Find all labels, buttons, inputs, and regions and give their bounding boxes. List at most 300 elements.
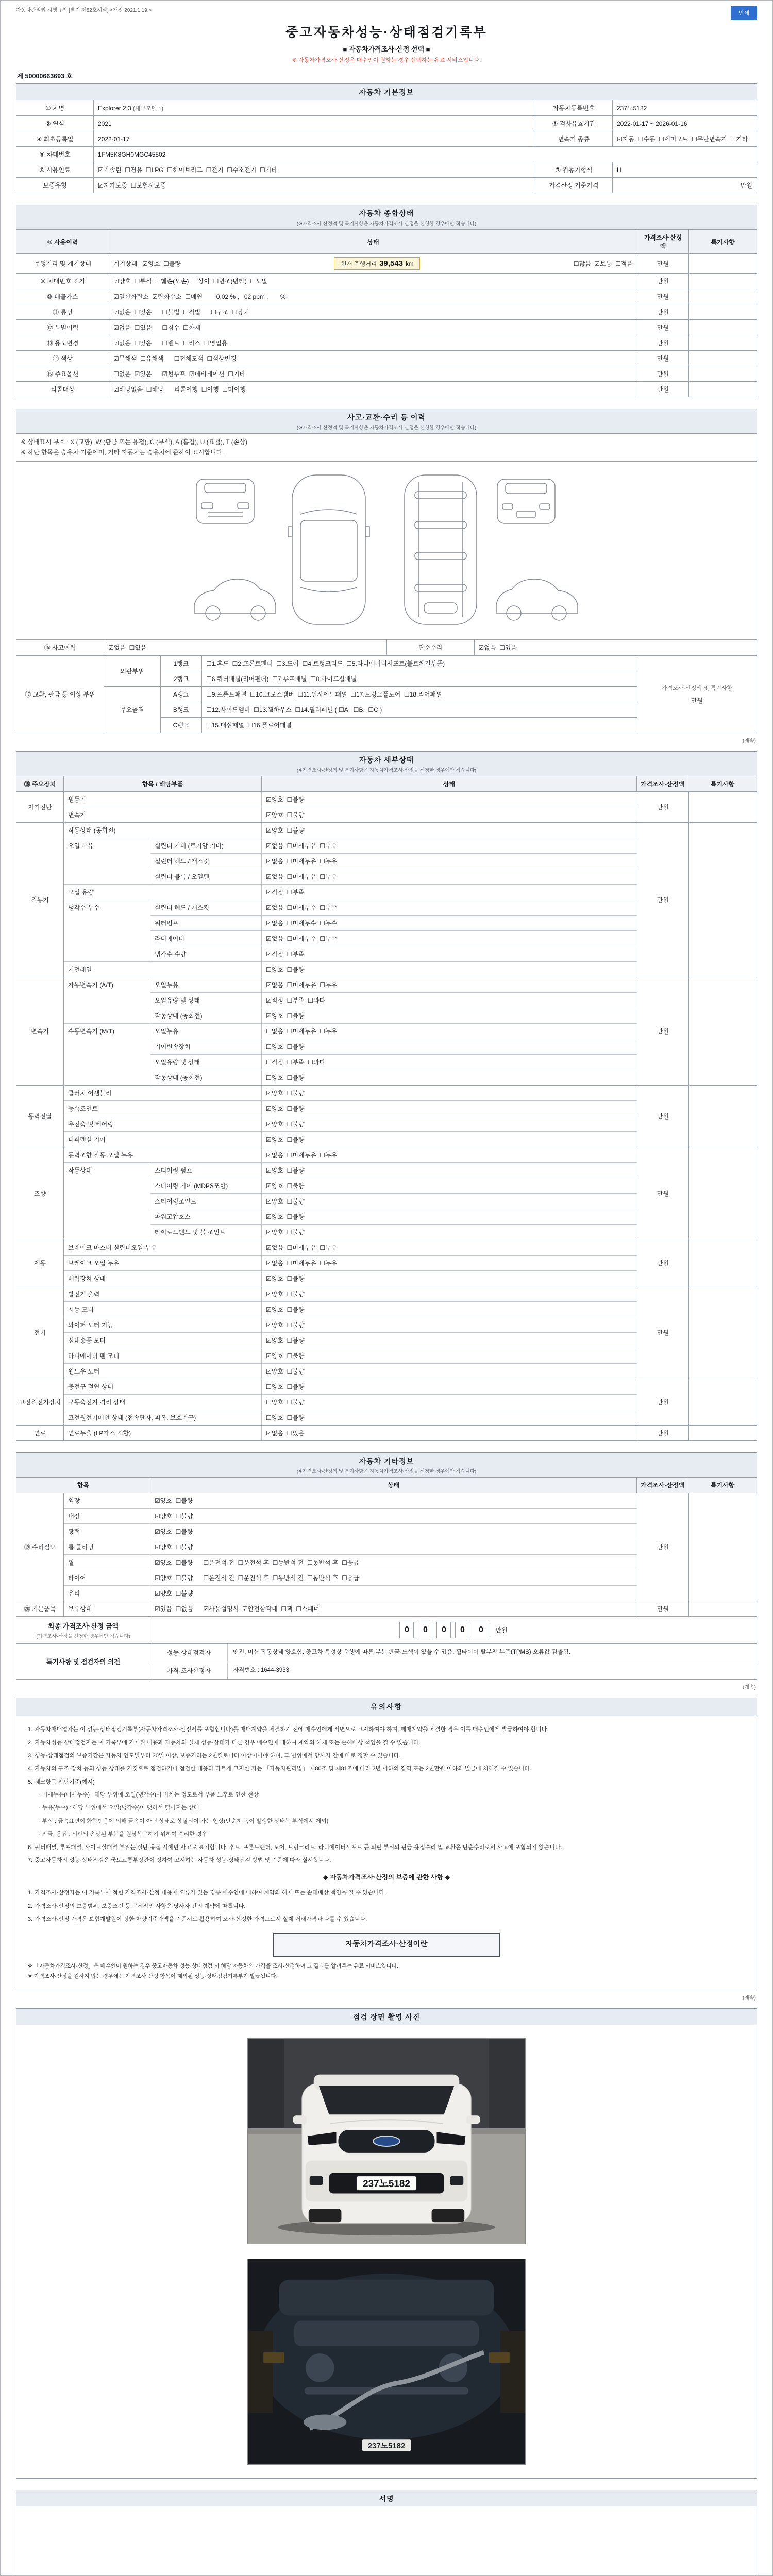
vehicle-diagram-cell bbox=[16, 461, 757, 639]
notice-title: 유의사항 bbox=[16, 1698, 757, 1716]
price-cell: 만원 bbox=[637, 254, 689, 274]
item-label: 충전구 절연 상태 bbox=[64, 1379, 262, 1394]
part-label: 라디에이터 bbox=[150, 930, 262, 946]
fuel-label: ⑥ 사용연료 bbox=[16, 162, 94, 178]
rank-label: 2랭크 bbox=[161, 671, 202, 686]
state-checkboxes: ☑양호 ☐불량 bbox=[266, 1089, 305, 1097]
table-row bbox=[16, 434, 757, 462]
item-label: 외장 bbox=[64, 1493, 150, 1508]
state-checkboxes: ☐양호 ☐불량 bbox=[262, 1410, 637, 1425]
price-digit: 0 bbox=[474, 1622, 488, 1638]
state-checkboxes: ☑양호 ☐불량 bbox=[262, 1209, 637, 1224]
inspection-photo-underbody bbox=[247, 2259, 526, 2465]
note-cell bbox=[688, 1086, 757, 1147]
transmission-checkboxes: ☑자동 ☐수동 ☐세미오토 ☐무단변속기 ☐기타 bbox=[613, 131, 757, 147]
item-label bbox=[64, 1070, 150, 1085]
etc-row bbox=[64, 1585, 637, 1601]
note-cell bbox=[689, 289, 757, 304]
item-label bbox=[64, 992, 150, 1008]
notice-item-text: 자동차의 구조·장치 등의 성능·상태를 거짓으로 점검하거나 점검한 내용과 다르게 고지한 자는 「자동차관리법」 제80조 및 제81조에 따라 2년 이하의 징역 또는 2천만원 이하의 벌금에 처해질 수 있습니다. bbox=[35, 1766, 531, 1772]
section-accident-history bbox=[16, 409, 757, 733]
group-label: 자기진단 bbox=[16, 792, 64, 822]
notice-item-number: 4. bbox=[28, 1766, 33, 1772]
table-row bbox=[16, 100, 757, 116]
notice-item-number: 3. bbox=[28, 1916, 33, 1922]
license-plate-text: 237노5182 bbox=[363, 2178, 410, 2190]
state-checkboxes: ☑양호 ☐불량 bbox=[262, 1348, 637, 1363]
item-label bbox=[64, 1224, 150, 1240]
item-label: 구동축전지 격리 상태 bbox=[64, 1394, 262, 1410]
row-label: ⑫ 특별이력 bbox=[16, 320, 109, 335]
item-label: 커먼레일 bbox=[64, 961, 262, 977]
price-survey-select-title: ■ 자동차가격조사·산정 선택 ■ bbox=[343, 45, 430, 53]
detail-row bbox=[64, 946, 637, 961]
table-row bbox=[16, 461, 757, 639]
item-label bbox=[64, 853, 150, 869]
note-cell bbox=[688, 823, 757, 977]
rank-row bbox=[16, 655, 757, 671]
detail-group-self-diagnosis bbox=[16, 792, 757, 822]
form-reference: 자동차관리법 시행규칙 [별지 제82호서식] <개정 2021.1.19.> bbox=[16, 8, 152, 13]
simple-repair-label: 단순수리 bbox=[386, 639, 474, 655]
price-survey-definition-box: 자동차가격조사·산정이란 bbox=[273, 1933, 500, 1957]
exchange-area-label: ⑰ 교환, 판금 등 이상 부위 bbox=[16, 655, 104, 733]
model-year-value: 2021 bbox=[94, 116, 535, 131]
vehicle-damage-diagram bbox=[183, 465, 590, 635]
part-label: 실린더 블록 / 오일팬 bbox=[150, 869, 262, 884]
col-item: 항목 / 해당부품 bbox=[64, 776, 262, 791]
etc-group-repair-needed bbox=[16, 1493, 757, 1601]
col-note: 특기사항 bbox=[689, 230, 757, 254]
detail-row bbox=[64, 1008, 637, 1023]
detail-row bbox=[64, 1054, 637, 1070]
accident-table-top bbox=[16, 433, 757, 655]
notice-item-text: 가격조사·산정자는 이 기록부에 적힌 가격조사·산정 내용에 오류가 있는 경우 매수인에 대하여 계약의 해제 또는 손해배상 책임을 질 수 있습니다. bbox=[35, 1890, 386, 1896]
state-checkboxes: ☐양호 ☐불량 bbox=[262, 1039, 637, 1054]
state-checkboxes: ☑양호 ☐불량 ☐운전석 전 ☐운전석 후 ☐동반석 전 ☐동반석 후 ☐응급 bbox=[150, 1554, 637, 1570]
item-label: 배력장치 상태 bbox=[64, 1270, 262, 1286]
col-state: 상태 bbox=[109, 230, 637, 254]
item-label: 원동기 bbox=[64, 792, 262, 807]
part-label: 워터펌프 bbox=[150, 915, 262, 930]
reg-no-label: 자동차등록번호 bbox=[535, 100, 613, 116]
item-label: 휠 bbox=[64, 1554, 150, 1570]
item-label: 내장 bbox=[64, 1508, 150, 1523]
section-notices bbox=[16, 1698, 757, 1990]
notice-item-text: 판금, 용접 : 외판의 손상된 부분을 원상복구하기 위하여 수리한 경우 bbox=[42, 1831, 208, 1838]
note-cell bbox=[689, 304, 757, 320]
state-checkboxes: ☑양호 ☐불량 bbox=[266, 1290, 305, 1298]
row-state-checkboxes: ☑무채색 ☐유채색 ☐전체도색 ☐색상변경 bbox=[109, 351, 637, 366]
note-cell bbox=[688, 1240, 757, 1286]
price-cell: 만원 bbox=[637, 1426, 688, 1440]
item-label: 발전기 출력 bbox=[64, 1286, 262, 1301]
notice-item-number: 6. bbox=[28, 1844, 33, 1851]
section-detail-title: 자동차 세부상태 bbox=[359, 755, 414, 764]
item-label: 시동 모터 bbox=[64, 1301, 262, 1317]
detail-row bbox=[64, 1270, 637, 1286]
state-checkboxes: ☑없음 ☐미세누수 ☐누수 bbox=[262, 930, 637, 946]
row-label: ⑬ 용도변경 bbox=[16, 335, 109, 351]
section-basic-info bbox=[16, 83, 757, 193]
first-registration-value: 2022-01-17 bbox=[94, 131, 535, 147]
price-survey-definition-line: ※ 「자동차가격조사·산정」은 매수인이 원하는 경우 중고자동차 성능·상태점검 시 해당 자동차의 가격을 조사·산정하여 그 결과를 알려주는 유료 서비스입니다. bbox=[28, 1963, 398, 1970]
detail-row bbox=[64, 1086, 637, 1100]
row-state-checkboxes: ☑일산화탄소 ☑탄화수소 ☐매연 0.02 % , 02 ppm , % bbox=[109, 289, 637, 304]
state-checkboxes: ☑없음 ☐미세누유 ☐누유 bbox=[266, 981, 338, 989]
state-checkboxes: ☑양호 ☐불량 bbox=[262, 1317, 637, 1332]
notice-item-text: 가격조사·산정 가격은 보험개발원이 정한 차량기준가액을 기준서로 활용하여 조사·산정한 가격으로서 실제 거래가격과 다를 수 있습니다. bbox=[35, 1916, 367, 1922]
detail-row bbox=[64, 1317, 637, 1332]
note-cell bbox=[688, 1286, 757, 1379]
price-survey-select-note: ※ 자동차가격조사·산정은 매수인이 원하는 경우 선택하는 유료 서비스입니다. bbox=[292, 57, 481, 63]
state-checkboxes: ☐적정 ☐부족 ☐과다 bbox=[262, 1054, 637, 1070]
detail-row bbox=[64, 900, 637, 915]
notice-box bbox=[16, 1698, 757, 1990]
item-label: 광택 bbox=[64, 1523, 150, 1539]
notice-item bbox=[38, 1803, 745, 1813]
notice-item-text: 자동차매매업자는 이 성능·상태점검기록부(자동차가격조사·산정서를 포함합니다)를 매매계약을 체결하기 전에 매수인에게 서면으로 고지하여야 하며, 매매계약을 체결한 경우 이를 매수인에게 발급하여야 합니다. bbox=[35, 1726, 549, 1733]
state-checkboxes: ☑없음 ☐미세누유 ☐누유 bbox=[262, 853, 637, 869]
continued-marker: (계속) bbox=[743, 1995, 756, 2001]
price-cell: 만원 bbox=[637, 1240, 688, 1286]
detail-group-electrical bbox=[16, 1286, 757, 1379]
rank-label: 1랭크 bbox=[161, 655, 202, 671]
vin-value: 1FM5K8GH0MGC45502 bbox=[94, 147, 757, 162]
note-cell bbox=[689, 254, 757, 274]
price-digit: 0 bbox=[418, 1622, 432, 1638]
warranty-type-label: 보증유형 bbox=[16, 178, 94, 193]
etc-row bbox=[64, 1493, 637, 1508]
part-label: 스티어링 펌프 bbox=[150, 1162, 262, 1178]
detail-row bbox=[64, 869, 637, 884]
item-label bbox=[64, 1054, 150, 1070]
fuel-checkboxes: ☑가솔린 ☐경유 ☐LPG ☐하이브리드 ☐전기 ☐수소전기 ☐기타 bbox=[94, 162, 535, 178]
state-checkboxes: ☑없음 ☐미세누수 ☐누수 bbox=[262, 900, 637, 915]
overall-row bbox=[16, 320, 757, 335]
vin-label: ⑤ 차대번호 bbox=[16, 147, 94, 162]
current-mileage-value: 39,543 bbox=[379, 259, 404, 268]
rank-items-checkboxes: ☐9.프론트패널 ☐10.크로스멤버 ☐11.인사이드패널 ☐17.트렁크플로어 ☐18.리어패널 bbox=[202, 686, 637, 702]
item-label: 오일 누유 bbox=[64, 838, 150, 853]
price-guarantee-item bbox=[28, 1914, 745, 1924]
item-label: 타이어 bbox=[64, 1570, 150, 1585]
item-label bbox=[64, 1209, 150, 1224]
state-checkboxes: ☑양호 ☐불량 bbox=[262, 1131, 637, 1147]
col-state: 상태 bbox=[262, 776, 637, 791]
part-label: 스티어링 기어 (MDPS포함) bbox=[150, 1178, 262, 1193]
opinion-role: 성능·상태점검자 bbox=[150, 1644, 228, 1662]
state-checkboxes: ☑양호 ☐불량 bbox=[266, 826, 305, 834]
price-cell: 만원 bbox=[637, 320, 689, 335]
etc-row bbox=[64, 1523, 637, 1539]
state-checkboxes: ☐양호 ☐불량 bbox=[266, 1383, 305, 1391]
section-photos-title: 점검 장면 촬영 사진 bbox=[352, 2012, 421, 2021]
mileage-state bbox=[109, 254, 637, 274]
part-label: 오일누유 bbox=[150, 977, 262, 992]
item-label bbox=[64, 946, 150, 961]
state-checkboxes: ☑없음 ☐미세누유 ☐누유 bbox=[266, 1151, 338, 1159]
detail-row bbox=[64, 1363, 637, 1379]
part-label: 작동상태 (공회전) bbox=[150, 1070, 262, 1085]
detail-row bbox=[64, 1193, 637, 1209]
notice-item-number: 3. bbox=[28, 1753, 33, 1759]
col-note: 특기사항 bbox=[710, 780, 735, 788]
row-label: ⑩ 배출가스 bbox=[16, 289, 109, 304]
row-state-checkboxes: ☐없음 ☑있음 ☑썬루프 ☑네비게이션 ☐기타 bbox=[109, 366, 637, 382]
state-checkboxes: ☑없음 ☐미세누유 ☐누유 bbox=[262, 838, 637, 853]
section-etc-info bbox=[16, 1452, 757, 1680]
detail-row bbox=[64, 930, 637, 946]
note-cell bbox=[689, 351, 757, 366]
detail-row bbox=[64, 1410, 637, 1425]
item-label: 와이퍼 모터 기능 bbox=[64, 1317, 262, 1332]
state-checkboxes: ☐없음 ☐미세누유 ☐누유 bbox=[262, 1023, 637, 1039]
continued-marker: (계속) bbox=[743, 738, 756, 744]
row-label: ⑮ 주요옵션 bbox=[16, 366, 109, 382]
overall-condition-table bbox=[16, 229, 757, 397]
overall-row bbox=[16, 289, 757, 304]
accident-row bbox=[16, 639, 757, 655]
note-cell bbox=[688, 792, 757, 822]
detail-row bbox=[64, 1348, 637, 1363]
row-state-checkboxes: ☑해당없음 ☐해당 리콜이행 ☐이행 ☐미이행 bbox=[109, 382, 637, 397]
opinion-role: 가격·조사산정자 bbox=[150, 1662, 228, 1680]
final-price-label: 최종 가격조사·산정 금액 (가격조사·산정을 신청한 경우에만 적습니다) bbox=[16, 1617, 150, 1643]
notice-item-text: 미세누유(미세누수) : 해당 부위에 오일(냉각수)이 비치는 정도로서 부품 노후로 인한 현상 bbox=[42, 1792, 259, 1799]
accident-history-checkboxes: ☑없음 ☐있음 bbox=[104, 639, 387, 655]
state-checkboxes: ☑양호 ☐불량 bbox=[262, 1301, 637, 1317]
price-cell: 만원 bbox=[637, 1086, 688, 1147]
price-cell: 만원 bbox=[637, 289, 689, 304]
final-price-row bbox=[16, 1617, 757, 1644]
transmission-label: 변속기 종류 bbox=[535, 131, 613, 147]
state-checkboxes: ☑양호 ☐불량 bbox=[155, 1497, 193, 1504]
rank-label: B랭크 bbox=[161, 702, 202, 717]
price-cell: 만원 bbox=[637, 335, 689, 351]
license-plate-text: 237노5182 bbox=[367, 2441, 406, 2450]
note-cell bbox=[689, 382, 757, 397]
price-cell: 만원 bbox=[637, 366, 689, 382]
part-label: 냉각수 수량 bbox=[150, 946, 262, 961]
photo-area bbox=[16, 2025, 757, 2479]
col-price: 가격조사·산정액 bbox=[637, 776, 688, 791]
state-checkboxes: ☑양호 ☐불량 bbox=[262, 1363, 637, 1379]
inspection-report-page bbox=[1, 1, 772, 2576]
row-label: 리콜대상 bbox=[16, 382, 109, 397]
damage-legend: ※ 상태표시 부호 : X (교환), W (판금 또는 용접), C (부식), A (흠집), U (요철), T (손상) ※ 하단 항목은 승용차 기준이며, 기타 자동차는 승용차에 준하여 표시합니다. bbox=[16, 434, 757, 462]
state-checkboxes: ☐양호 ☐불량 bbox=[262, 1070, 637, 1085]
state-checkboxes: ☑양호 ☐불량 bbox=[262, 1162, 637, 1178]
item-label: 작동상태 (공회전) bbox=[64, 823, 262, 838]
section-etc-note: (※가격조사·산정액 및 특기사항은 자동차가격조사·산정을 신청한 경우에만 적습니다) bbox=[296, 1468, 477, 1475]
col-note: 특기사항 bbox=[710, 1481, 735, 1489]
detail-row bbox=[64, 1116, 637, 1131]
notice-item bbox=[28, 1777, 745, 1787]
notice-item bbox=[38, 1790, 745, 1800]
etc-row bbox=[64, 1570, 637, 1585]
detail-row bbox=[64, 1131, 637, 1147]
etc-group-basic-items bbox=[16, 1601, 757, 1616]
notice-item-text: 성능·상태점검의 보증기간은 자동차 인도일부터 30일 이상, 보증거리는 2천킬로미터 이상이어야 하며, 그 범위에서 당사자 간에 따로 정할 수 있습니다. bbox=[35, 1753, 401, 1759]
section-overall-header bbox=[16, 205, 757, 229]
detail-row bbox=[64, 792, 637, 807]
inspection-photo-front bbox=[247, 2038, 526, 2244]
section-etc-header bbox=[16, 1452, 757, 1477]
item-label: 룸 클리닝 bbox=[64, 1539, 150, 1554]
section-overall-condition bbox=[16, 205, 757, 397]
price-cell: 만원 bbox=[637, 1379, 688, 1425]
price-cell: 만원 bbox=[637, 823, 688, 977]
col-usage-history: ⑧ 사용이력 bbox=[16, 230, 109, 254]
item-label: 냉각수 누수 bbox=[64, 900, 150, 915]
item-label: 유리 bbox=[64, 1585, 150, 1601]
part-label: 스티어링조인트 bbox=[150, 1193, 262, 1209]
state-checkboxes: ☑양호 ☐불량 bbox=[150, 1585, 637, 1601]
row-label: ⑭ 색상 bbox=[16, 351, 109, 366]
detail-group-engine bbox=[16, 822, 757, 977]
state-checkboxes: ☑양호 ☐불량 bbox=[150, 1508, 637, 1523]
detail-table-body bbox=[16, 792, 757, 1441]
base-price-label: 가격산정 기준가격 bbox=[535, 178, 613, 193]
part-label: 작동상태 (공회전) bbox=[150, 1008, 262, 1023]
row-state-checkboxes: ☑없음 ☐있음 ☐불법 ☐적법 ☐구조 ☐장치 bbox=[109, 304, 637, 320]
price-cell: 만원 bbox=[637, 1601, 688, 1616]
state-checkboxes: ☑양호 ☐불량 bbox=[262, 1008, 637, 1023]
state-checkboxes: ☑양호 ☐불량 bbox=[266, 795, 305, 803]
state-checkboxes: ☑양호 ☐불량 bbox=[262, 1193, 637, 1209]
note-cell bbox=[689, 320, 757, 335]
detail-row bbox=[64, 1039, 637, 1054]
col-device: ⑱ 주요장치 bbox=[16, 776, 64, 791]
print-button[interactable]: 인쇄 bbox=[731, 6, 757, 20]
price-digit: 0 bbox=[436, 1622, 451, 1638]
opinion-text: 자격번호 : 1644-3933 bbox=[233, 1667, 290, 1673]
notice-item-number: 7. bbox=[28, 1857, 33, 1863]
state-checkboxes: ☑양호 ☐불량 bbox=[262, 1116, 637, 1131]
part-label: 타이로드엔드 및 볼 조인트 bbox=[150, 1224, 262, 1240]
price-and-note-cell: 가격조사·산정액 및 특기사항 만원 bbox=[637, 655, 757, 733]
note-cell bbox=[688, 1493, 757, 1601]
table-row bbox=[16, 147, 757, 162]
price-digit: 0 bbox=[399, 1622, 414, 1638]
continued-marker: (계속) bbox=[743, 1685, 756, 1691]
section-signature bbox=[16, 2490, 757, 2573]
notice-item-number: · bbox=[38, 1818, 40, 1824]
group-label: 원동기 bbox=[16, 823, 64, 977]
state-checkboxes: ☑양호 ☐불량 bbox=[262, 807, 637, 822]
item-label: 동력조향 작동 오일 누유 bbox=[64, 1147, 262, 1162]
section-accident-note: (※가격조사·산정액 및 특기사항은 자동차가격조사·산정을 신청한 경우에만 적습니다) bbox=[296, 425, 477, 431]
notice-item-number: 2. bbox=[28, 1903, 33, 1909]
state-checkboxes: ☑없음 ☐미세누유 ☐누유 bbox=[262, 1255, 637, 1270]
detail-row bbox=[64, 1209, 637, 1224]
state-checkboxes: ☐양호 ☐불량 bbox=[262, 1394, 637, 1410]
detail-row bbox=[64, 853, 637, 869]
table-row bbox=[16, 178, 757, 193]
price-guarantee-item bbox=[28, 1888, 745, 1898]
etc-row bbox=[64, 1539, 637, 1554]
state-checkboxes: ☑양호 ☐불량 bbox=[262, 1224, 637, 1240]
section-etc-title: 자동차 기타정보 bbox=[359, 1456, 414, 1465]
main-frame-label: 주요골격 bbox=[104, 686, 161, 733]
opinion-text: 엔진, 미션 작동상태 양호함. 중고차 특성상 운행에 따른 부분 판금·도색이 있을 수 있음. 휠타이어 탈부착 부품(TPMS) 오류값 검출됨. bbox=[233, 1649, 570, 1655]
item-label: 윈도우 모터 bbox=[64, 1363, 262, 1379]
state-checkboxes: ☑적정 ☐부족 bbox=[262, 946, 637, 961]
section-photos-header bbox=[16, 2008, 757, 2025]
notice-item bbox=[28, 1764, 745, 1774]
part-label: 오일누유 bbox=[150, 1023, 262, 1039]
state-checkboxes: ☑양호 ☐불량 bbox=[262, 1178, 637, 1193]
reg-no-value: 237노5182 bbox=[613, 100, 757, 116]
detail-row bbox=[64, 1332, 637, 1348]
rank-label: C랭크 bbox=[161, 717, 202, 733]
overall-row bbox=[16, 366, 757, 382]
notice-body bbox=[16, 1716, 757, 1989]
price-cell: 만원 bbox=[637, 1147, 688, 1240]
notice-item-number: 1. bbox=[28, 1890, 33, 1896]
price-guarantee-subheader: ◆ 자동차가격조사·산정의 보증에 관한 사항 ◆ bbox=[323, 1874, 450, 1882]
group-label: 연료 bbox=[16, 1426, 64, 1440]
notice-item-text: 체크항목 판단기준(예시) bbox=[35, 1778, 95, 1785]
item-label bbox=[64, 1193, 150, 1209]
detail-row bbox=[64, 1394, 637, 1410]
notice-item-text: 부식 : 금속표면이 화학반응에 의해 금속이 아닌 상태로 상실되어 가는 현상(단순히 녹이 발생한 상태는 부식에서 제외) bbox=[42, 1818, 329, 1824]
notice-item bbox=[28, 1842, 745, 1853]
final-price-note: (가격조사·산정을 신청한 경우에만 적습니다) bbox=[36, 1633, 130, 1639]
section-overall-note: (※가격조사·산정액 및 특기사항은 자동차가격조사·산정을 신청한 경우에만 적습니다) bbox=[296, 221, 477, 227]
item-label bbox=[64, 915, 150, 930]
gauge-state-checkboxes: 계기상태 ☑양호 ☐불량 bbox=[113, 260, 181, 267]
group-label: 조향 bbox=[16, 1147, 64, 1240]
price-unit: 만원 bbox=[495, 1626, 508, 1634]
detail-row bbox=[64, 807, 637, 822]
engine-type-value: H bbox=[613, 162, 757, 178]
rank-label: A랭크 bbox=[161, 686, 202, 702]
notice-item-number: 5. bbox=[28, 1778, 33, 1785]
item-label: 추진축 및 베어링 bbox=[64, 1116, 262, 1131]
outer-panel-label: 외판부위 bbox=[104, 655, 161, 686]
item-label bbox=[64, 1039, 150, 1054]
part-label: 실린더 헤드 / 개스킷 bbox=[150, 853, 262, 869]
accident-table-ranks bbox=[16, 655, 757, 733]
col-price: 가격조사·산정액 bbox=[637, 230, 689, 254]
item-label: 고전원전기배선 상태 (접속단자, 피복, 보호기구) bbox=[64, 1410, 262, 1425]
detail-row bbox=[64, 1286, 637, 1301]
notice-item-text: 자동차성능·상태점검자는 이 기록부에 기재된 내용과 자동차의 실제 성능·상태가 다른 경우 매수인에 대하여 계약의 해제 또는 손해배상 책임을 질 수 있습니다. bbox=[35, 1739, 421, 1746]
car-name-label: ① 차명 bbox=[16, 100, 94, 116]
notice-item bbox=[38, 1816, 745, 1826]
notice-item-number: · bbox=[38, 1831, 40, 1838]
part-label: 실린더 헤드 / 개스킷 bbox=[150, 900, 262, 915]
overall-row bbox=[16, 274, 757, 289]
section-overall-title: 자동차 종합상태 bbox=[359, 209, 414, 217]
etc-row bbox=[64, 1508, 637, 1523]
price-survey-definition-line: ※ 가격조사·산정을 원하지 않는 경우에는 가격조사·산정 항목이 제외된 성능·상태점검기록부가 발급됩니다. bbox=[28, 1973, 278, 1979]
detail-group-fuel bbox=[16, 1425, 757, 1440]
state-checkboxes: ☐양호 ☐불량 bbox=[262, 961, 637, 977]
detail-row bbox=[64, 961, 637, 977]
state-checkboxes: ☑적정 ☐부족 ☐과다 bbox=[262, 992, 637, 1008]
price-cell: 만원 bbox=[637, 274, 689, 289]
part-label: 오일유량 및 상태 bbox=[150, 1054, 262, 1070]
detail-row bbox=[64, 1240, 637, 1255]
table-row bbox=[16, 131, 757, 147]
group-label: 변속기 bbox=[16, 977, 64, 1085]
col-item: 항목 bbox=[16, 1478, 150, 1493]
state-checkboxes: ☑없음 ☐있음 bbox=[266, 1429, 305, 1437]
item-label bbox=[64, 1178, 150, 1193]
